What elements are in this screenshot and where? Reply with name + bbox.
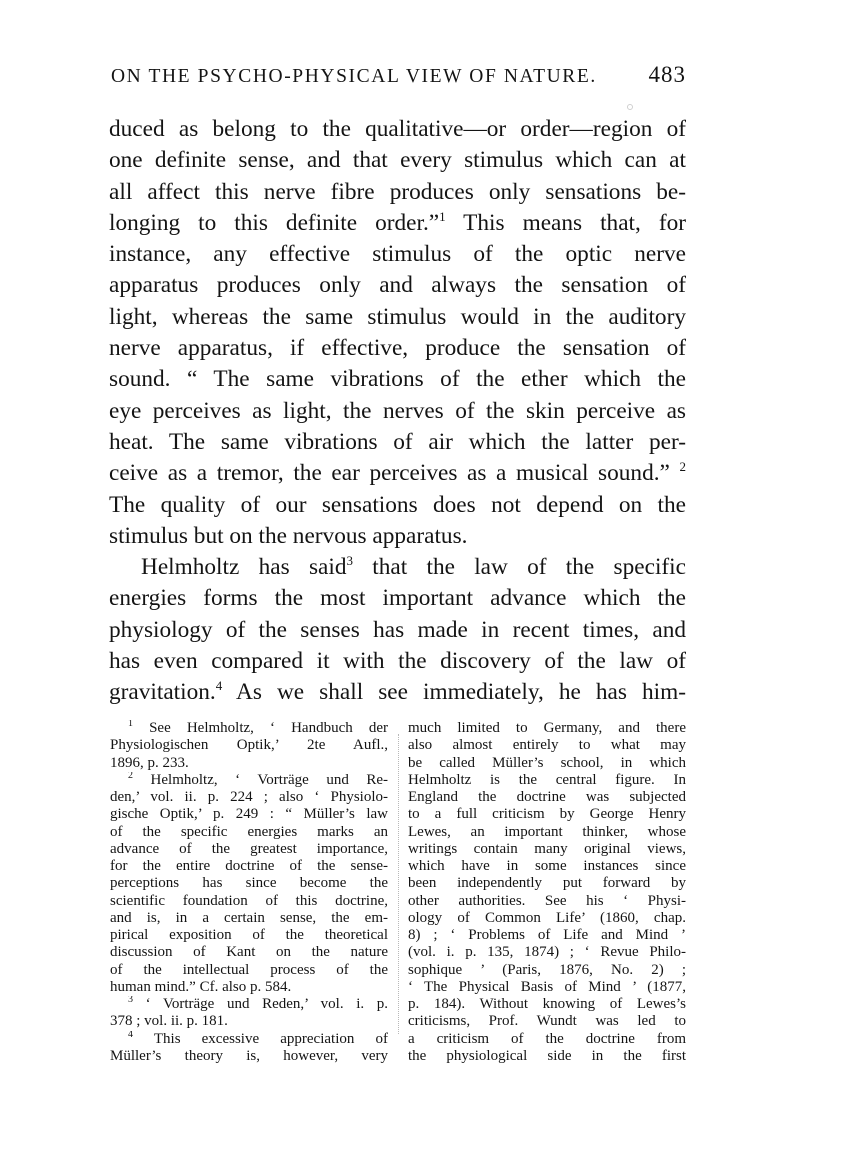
footnotes bbox=[110, 720, 686, 1080]
text-fragment: gravitation. bbox=[109, 679, 216, 706]
footnote-column-right bbox=[408, 720, 686, 1080]
text-fragment: See Helmholtz, ‘ Handbuch der bbox=[149, 720, 388, 736]
text-line: The quality of our sensations does not depend on the bbox=[109, 491, 686, 518]
text-fragment: Helmholtz has said bbox=[141, 554, 347, 581]
text-fragment: As we shall see immediately, he has him- bbox=[236, 679, 686, 706]
footnote-line: been independently put forward by bbox=[408, 875, 686, 892]
footnote-line: the physiological side in the first bbox=[408, 1047, 686, 1064]
footnote-line: scientific foundation of this doctrine, bbox=[110, 892, 388, 909]
footnote-marker: 4 bbox=[128, 1030, 133, 1040]
running-header bbox=[111, 62, 686, 98]
text-line: sound. “ The same vibrations of the ether which the bbox=[109, 366, 686, 393]
footnote-line: human mind.” Cf. also p. 584. bbox=[110, 978, 292, 995]
text-line: one definite sense, and that every stimulus which can at bbox=[109, 147, 686, 174]
footnote-line: and is, in a certain sense, the em- bbox=[110, 909, 388, 926]
footnote-line: ology of Common Life’ (1860, chap. bbox=[408, 909, 686, 926]
footnote-line bbox=[110, 772, 388, 789]
main-text bbox=[109, 114, 686, 709]
footnote-ref: 2 bbox=[679, 459, 686, 475]
footnote-marker: 1 bbox=[128, 720, 133, 729]
footnote-line: (vol. i. p. 135, 1874) ; ‘ Revue Philo- bbox=[408, 944, 686, 961]
text-fragment: This means that, for bbox=[445, 209, 686, 236]
footnote-column-left bbox=[110, 720, 388, 1080]
text-line: light, whereas the same stimulus would in the auditory bbox=[109, 303, 686, 330]
footnote-line: be called Müller’s school, in which bbox=[408, 754, 686, 771]
footnote-line bbox=[110, 996, 388, 1013]
footnote-line: den,’ vol. ii. p. 224 ; also ‘ Physiolo- bbox=[110, 789, 388, 805]
footnote-line: 1896, p. 233. bbox=[110, 754, 189, 771]
footnote-line: ‘ The Physical Basis of Mind ’ (1877, bbox=[408, 978, 686, 995]
footnote-line: 8) ; ‘ Problems of Life and Mind ’ bbox=[408, 927, 686, 943]
footnote-line: 378 ; vol. ii. p. 181. bbox=[110, 1013, 228, 1030]
footnote-line: other authorities. See his ‘ Physi- bbox=[408, 892, 686, 909]
footnote-line: discussion of Kant on the nature bbox=[110, 944, 388, 961]
text-line: energies forms the most important advance which the bbox=[109, 585, 686, 612]
footnote-ref: 4 bbox=[215, 678, 223, 694]
text-line: stimulus but on the nervous apparatus. bbox=[109, 522, 468, 549]
text-line bbox=[109, 458, 686, 489]
footnote-line: which have in some instances since bbox=[408, 858, 686, 874]
footnote-line: Lewes, an important thinker, whose bbox=[408, 823, 686, 840]
footnote-line: advance of the greatest importance, bbox=[110, 840, 388, 857]
text-line bbox=[109, 677, 686, 708]
footnote-line: of the specific energies marks an bbox=[110, 823, 388, 840]
footnote-line: Helmholtz is the central figure. In bbox=[408, 771, 686, 788]
text-line: duced as belong to the qualitative—or order—region of bbox=[109, 116, 686, 142]
footnote-marker: 3 bbox=[128, 996, 133, 1005]
footnote-line: much limited to Germany, and there bbox=[408, 720, 686, 736]
footnote-line bbox=[110, 720, 388, 737]
text-line bbox=[109, 208, 686, 239]
footnote-line: gische Optik,’ p. 249 : “ Müller’s law bbox=[110, 806, 388, 823]
text-fragment: that the law of the specific bbox=[352, 554, 686, 581]
running-title: ON THE PSYCHO-PHYSICAL VIEW OF NATURE. bbox=[111, 66, 597, 87]
print-speck bbox=[627, 104, 633, 110]
text-line: instance, any effective stimulus of the optic nerve bbox=[109, 241, 686, 268]
column-divider bbox=[398, 734, 399, 1034]
footnote-marker: 2 bbox=[128, 771, 133, 781]
footnote-line: perceptions has since become the bbox=[110, 875, 388, 892]
text-fragment: Helmholtz, ‘ Vorträge und Re- bbox=[150, 771, 388, 788]
footnote-line: also almost entirely to what may bbox=[408, 737, 686, 754]
text-line: heat. The same vibrations of air which the latter per- bbox=[109, 428, 686, 455]
footnote-line bbox=[110, 1031, 388, 1048]
text-line: nerve apparatus, if effective, produce the sensation of bbox=[109, 335, 686, 362]
footnote-ref: 3 bbox=[346, 553, 353, 569]
text-fragment: This excessive appreciation of bbox=[153, 1030, 388, 1047]
footnote-line: for the entire doctrine of the sense- bbox=[110, 858, 388, 874]
footnote-ref: 1 bbox=[439, 209, 446, 225]
page-number: 483 bbox=[648, 62, 686, 87]
footnote-line: Physiologischen Optik,’ 2te Aufl., bbox=[110, 737, 388, 754]
footnote-line: pirical exposition of the theoretical bbox=[110, 927, 388, 943]
footnote-line: a criticism of the doctrine from bbox=[408, 1030, 686, 1047]
text-line: apparatus produces only and always the sensation of bbox=[109, 272, 686, 299]
footnote-line: writings contain many original views, bbox=[408, 840, 686, 857]
text-line: has even compared it with the discovery of the law of bbox=[109, 648, 686, 675]
text-fragment: ceive as a tremor, the ear perceives as a musical sound.” bbox=[109, 460, 670, 487]
text-line: all affect this nerve fibre produces only sensations be- bbox=[109, 178, 686, 205]
footnote-line: of the intellectual process of the bbox=[110, 961, 388, 978]
text-line: physiology of the senses has made in recent times, and bbox=[109, 616, 686, 643]
footnote-line: criticisms, Prof. Wundt was led to bbox=[408, 1013, 686, 1030]
text-fragment: ‘ Vorträge und Reden,’ vol. i. p. bbox=[145, 996, 388, 1012]
footnote-line: p. 184). Without knowing of Lewes’s bbox=[408, 996, 686, 1012]
footnote-line: to a full criticism by George Henry bbox=[408, 806, 686, 823]
footnote-line: Müller’s theory is, however, very bbox=[110, 1047, 388, 1064]
footnote-line: England the doctrine was subjected bbox=[408, 789, 686, 805]
text-line bbox=[109, 552, 686, 583]
footnote-line: sophique ’ (Paris, 1876, No. 2) ; bbox=[408, 961, 686, 978]
text-line: eye perceives as light, the nerves of the skin perceive as bbox=[109, 397, 686, 424]
text-fragment: longing to this definite order.” bbox=[109, 209, 440, 236]
